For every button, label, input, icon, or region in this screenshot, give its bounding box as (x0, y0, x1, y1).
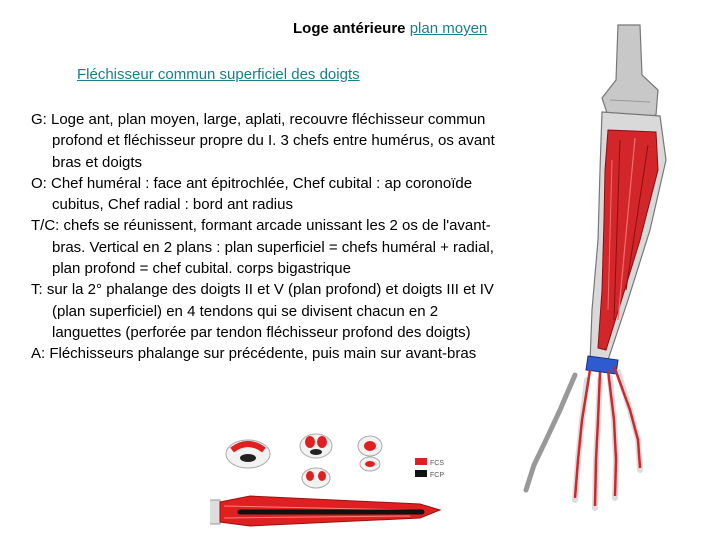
title-link[interactable]: plan moyen (409, 20, 488, 37)
slide-title (293, 20, 487, 37)
section-two (300, 434, 332, 488)
description-block (31, 109, 511, 365)
legend-fcs-label: FCS (430, 460, 444, 467)
title-main: Loge antérieure (293, 20, 406, 37)
cross-section-diagrams (210, 432, 450, 540)
legend-fcp-label: FCP (430, 472, 444, 479)
forearm-muscle-illustration (490, 20, 715, 520)
paragraph-general: G: Loge ant, plan moyen, large, aplati, recouvre fléchisseur commun profond et fléchisseur propre du I. 3 chefs entre humérus, os avant bras et doigts (31, 111, 495, 171)
paragraph-terminaison: T: sur la 2° phalange des doigts II et V (plan profond) et doigts III et IV (plan superficiel) en 4 tendons qui se divisent chacun en 2 languettes (perforée par tendon fléchisseur profond des doigts) (31, 281, 494, 341)
longitudinal-section (210, 496, 440, 526)
legend-fcp-swatch (415, 470, 427, 477)
humerus-bone (602, 25, 658, 120)
legend-fcs-swatch (415, 458, 427, 465)
paragraph-action: A: Fléchisseurs phalange sur précédente, puis main sur avant-bras (31, 345, 477, 363)
paragraph-trajet: T/C: chefs se réunissent, formant arcade unissant les 2 os de l'avant-bras. Vertical en 2 plans : plan superficiel = chefs huméral + radial, plan profond = chef cubital. corps bigastrique (31, 217, 494, 278)
paragraph-origin: O: Chef huméral : face ant épitrochlée, Chef cubital : ap coronoïde cubitus, Chef radial : bord ant radius (31, 174, 473, 214)
muscle-belly (598, 130, 658, 350)
section-three (358, 436, 382, 471)
section-one (226, 440, 270, 468)
muscle-title-link[interactable]: Fléchisseur commun superficiel des doigts (77, 66, 360, 83)
